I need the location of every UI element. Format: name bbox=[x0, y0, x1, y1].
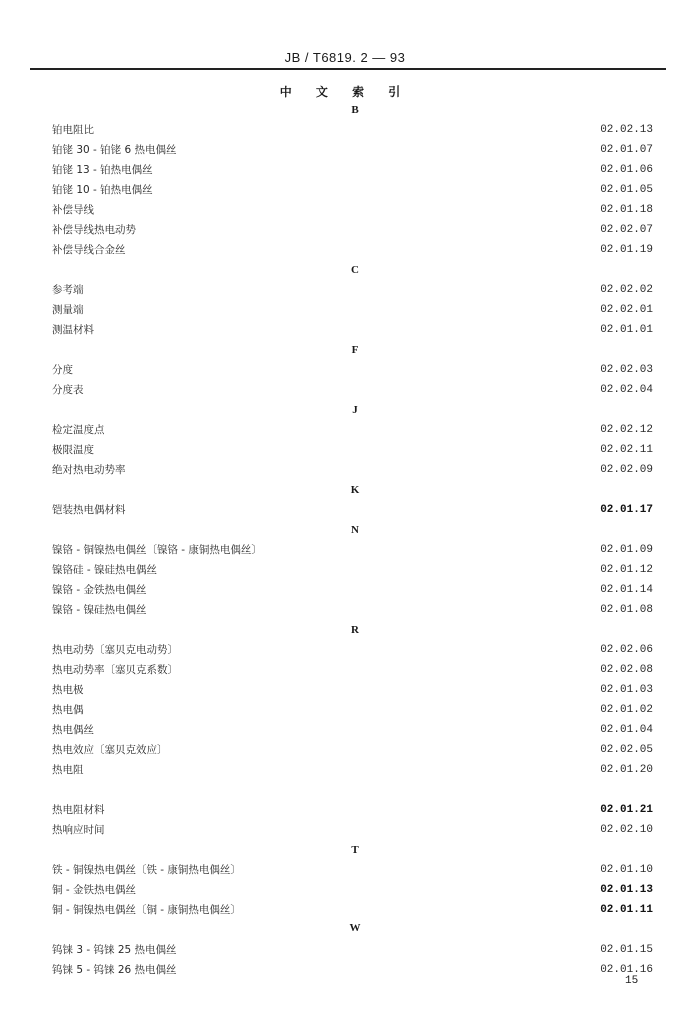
index-code: 02.01.13 bbox=[600, 884, 653, 896]
index-term: 铂铑 30 - 铂铑 6 热电偶丝 bbox=[52, 144, 177, 156]
section-letter: B bbox=[351, 104, 359, 116]
index-term: 热电阻材料 bbox=[52, 804, 105, 816]
index-code: 02.02.08 bbox=[600, 664, 653, 676]
index-code: 02.01.07 bbox=[600, 144, 653, 156]
index-term: 镍铬硅 - 镍硅热电偶丝 bbox=[52, 564, 157, 576]
index-code: 02.01.02 bbox=[600, 704, 653, 716]
index-code: 02.02.09 bbox=[600, 464, 653, 476]
index-term: 铜 - 铜镍热电偶丝〔铜 - 康铜热电偶丝〕 bbox=[52, 904, 241, 916]
index-row bbox=[52, 663, 653, 681]
index-term: 测温材料 bbox=[52, 324, 94, 336]
index-term: 极限温度 bbox=[52, 444, 94, 456]
index-row bbox=[52, 163, 653, 181]
index-row bbox=[52, 463, 653, 481]
index-code: 02.02.10 bbox=[600, 824, 653, 836]
index-row bbox=[52, 323, 653, 341]
index-row bbox=[52, 583, 653, 601]
index-term: 铂铑 10 - 铂热电偶丝 bbox=[52, 184, 153, 196]
index-term: 热电动势率〔塞贝克系数〕 bbox=[52, 664, 178, 676]
index-code: 02.01.16 bbox=[600, 964, 653, 976]
index-code: 02.01.01 bbox=[600, 324, 653, 336]
index-term: 补偿导线热电动势 bbox=[52, 224, 136, 236]
index-row bbox=[52, 763, 653, 781]
section-letter: C bbox=[351, 264, 359, 276]
index-row bbox=[52, 823, 653, 841]
index-row bbox=[52, 443, 653, 461]
index-term: 铂电阻比 bbox=[52, 124, 94, 136]
index-row bbox=[52, 963, 653, 981]
index-row bbox=[52, 283, 653, 301]
index-code: 02.01.21 bbox=[600, 804, 653, 816]
index-code: 02.01.06 bbox=[600, 164, 653, 176]
page-number: 15 bbox=[625, 975, 639, 987]
section-letter: K bbox=[350, 484, 360, 496]
section-letter: F bbox=[351, 344, 359, 356]
index-row bbox=[52, 143, 653, 161]
index-code: 02.01.05 bbox=[600, 184, 653, 196]
index-code: 02.02.12 bbox=[600, 424, 653, 436]
index-code: 02.01.14 bbox=[600, 584, 653, 596]
index-term: 热电效应〔塞贝克效应〕 bbox=[52, 744, 168, 756]
index-code: 02.01.08 bbox=[600, 604, 653, 616]
index-term: 分度表 bbox=[52, 384, 84, 396]
index-term: 热电动势〔塞贝克电动势〕 bbox=[52, 644, 178, 656]
index-code: 02.02.05 bbox=[600, 744, 653, 756]
index-row bbox=[52, 703, 653, 721]
index-code: 02.01.17 bbox=[600, 504, 653, 516]
index-term: 参考端 bbox=[52, 284, 84, 296]
index-code: 02.01.09 bbox=[600, 544, 653, 556]
index-term: 热电阻 bbox=[52, 764, 84, 776]
index-row bbox=[52, 883, 653, 901]
index-row bbox=[52, 743, 653, 761]
index-term: 补偿导线合金丝 bbox=[52, 244, 126, 256]
index-term: 热电极 bbox=[52, 684, 84, 696]
index-code: 02.02.02 bbox=[600, 284, 653, 296]
index-row bbox=[52, 943, 653, 961]
header-rule bbox=[30, 68, 666, 70]
index-term: 铜 - 金铁热电偶丝 bbox=[52, 884, 136, 896]
section-letter: W bbox=[349, 922, 361, 934]
index-term: 铁 - 铜镍热电偶丝〔铁 - 康铜热电偶丝〕 bbox=[52, 864, 241, 876]
index-term: 铠装热电偶材料 bbox=[52, 504, 126, 516]
index-row bbox=[52, 203, 653, 221]
index-code: 02.02.07 bbox=[600, 224, 653, 236]
index-term: 镍铬 - 金铁热电偶丝 bbox=[52, 584, 147, 596]
index-term: 钨铼 3 - 钨铼 25 热电偶丝 bbox=[52, 944, 177, 956]
index-term: 热响应时间 bbox=[52, 824, 105, 836]
index-term: 钨铼 5 - 钨铼 26 热电偶丝 bbox=[52, 964, 177, 976]
index-row bbox=[52, 903, 653, 921]
index-row bbox=[52, 723, 653, 741]
index-row bbox=[52, 363, 653, 381]
section-letter: J bbox=[352, 404, 358, 416]
index-term: 分度 bbox=[52, 364, 73, 376]
index-code: 02.01.04 bbox=[600, 724, 653, 736]
index-code: 02.02.01 bbox=[600, 304, 653, 316]
section-letter: N bbox=[351, 524, 359, 536]
index-code: 02.01.12 bbox=[600, 564, 653, 576]
index-row bbox=[52, 423, 653, 441]
index-term: 热电偶丝 bbox=[52, 724, 94, 736]
index-code: 02.02.06 bbox=[600, 644, 653, 656]
index-term: 补偿导线 bbox=[52, 204, 94, 216]
section-letter: R bbox=[351, 624, 359, 636]
index-row bbox=[52, 683, 653, 701]
index-code: 02.01.11 bbox=[600, 904, 653, 916]
index-term: 镍铬 - 铜镍热电偶丝〔镍铬 - 康铜热电偶丝〕 bbox=[52, 544, 262, 556]
index-term: 热电偶 bbox=[52, 704, 84, 716]
index-row bbox=[52, 863, 653, 881]
index-code: 02.01.15 bbox=[600, 944, 653, 956]
index-code: 02.01.20 bbox=[600, 764, 653, 776]
index-code: 02.01.18 bbox=[600, 204, 653, 216]
index-code: 02.01.19 bbox=[600, 244, 653, 256]
index-title: 中 文 索 引 bbox=[279, 85, 411, 99]
index-code: 02.01.10 bbox=[600, 864, 653, 876]
index-row bbox=[52, 123, 653, 141]
index-code: 02.01.03 bbox=[600, 684, 653, 696]
page-header-code: JB / T6819. 2 — 93 bbox=[284, 50, 406, 65]
index-row bbox=[52, 603, 653, 621]
index-row bbox=[52, 563, 653, 581]
index-row bbox=[52, 223, 653, 241]
index-row bbox=[52, 303, 653, 321]
index-row bbox=[52, 503, 653, 521]
index-term: 绝对热电动势率 bbox=[52, 464, 126, 476]
index-term: 检定温度点 bbox=[52, 424, 105, 436]
index-row bbox=[52, 543, 653, 561]
index-code: 02.02.04 bbox=[600, 384, 653, 396]
index-row bbox=[52, 643, 653, 661]
index-row bbox=[52, 183, 653, 201]
index-term: 测量端 bbox=[52, 304, 84, 316]
index-row bbox=[52, 383, 653, 401]
index-row bbox=[52, 803, 653, 821]
index-code: 02.02.03 bbox=[600, 364, 653, 376]
index-code: 02.02.11 bbox=[600, 444, 653, 456]
index-term: 铂铑 13 - 铂热电偶丝 bbox=[52, 164, 153, 176]
index-row bbox=[52, 243, 653, 261]
section-letter: T bbox=[351, 844, 359, 856]
index-code: 02.02.13 bbox=[600, 124, 653, 136]
index-term: 镍铬 - 镍硅热电偶丝 bbox=[52, 604, 147, 616]
